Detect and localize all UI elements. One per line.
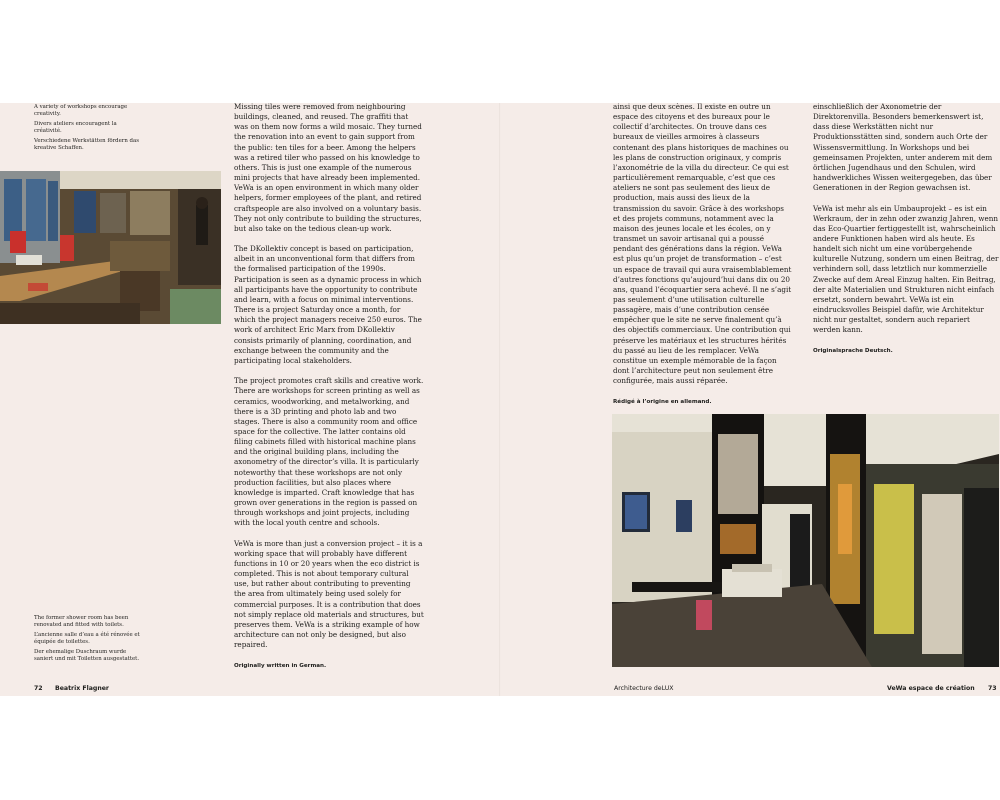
english-column [234, 102, 424, 681]
german-column [813, 102, 999, 366]
original-language-note: Rédigé à l’origine en allemand. [613, 398, 712, 405]
workshop-photo [0, 171, 221, 324]
page-number-left: 72 [34, 685, 43, 692]
caption-de: Verschiedene Werkstätten fördern das kreative Schaffen. [34, 138, 139, 151]
shower-room-photo [612, 414, 999, 667]
caption-en: The former shower room has been renovated and fitted with toilets. [34, 615, 129, 628]
caption-fr: Divers ateliers encouragent la créativité. [34, 121, 117, 134]
page-number-right: 73 [988, 685, 997, 692]
french-column [613, 102, 793, 417]
caption-en: A variety of workshops encourage creativity. [34, 104, 128, 117]
series-title: Architecture deLUX [614, 685, 674, 692]
body-paragraph: VeWa ist mehr als ein Umbauprojekt – es ist ein Werkraum, der in zehn oder zwanzig Jahren, wenn das Eco-Quartier fertiggestellt ist, wahrscheinlich andere Funktionen haben wird als heute. Es handelt sich nicht um eine vorübergehende kulturelle Nutzung, sondern um einen Beitrag, der verhindern soll, dass letztlich nur kommerzielle Zwecke auf dem Areal Einzug halten. Ein Beitrag, der alte Materialien und Strukturen nicht einfach ersetzt, sondern bewahrt. VeWa ist ein eindrucksvolles Beispiel dafür, wie Architektur nicht nur gestaltet, sondern auch repariert werden kann. [813, 203, 999, 335]
body-paragraph: einschließlich der Axonometrie der Direktorenvilla. Besonders bemerkenswert ist, dass diese Werkstätten nicht nur Produktionsstätten sind, sondern auch Orte der Wissensvermittlung. In Workshops und bei gemeinsamen Projekten, unter anderem mit dem örtlichen Jugendhaus und den Schulen, wird handwerkliches Wissen weitergegeben, das über Generationen in der Region gewachsen ist. [813, 102, 993, 193]
caption-shower-room [34, 615, 146, 666]
original-language-note: Originalsprache Deutsch. [813, 347, 893, 354]
gutter [499, 103, 501, 696]
body-paragraph: The project promotes craft skills and creative work. There are workshops for screen printing as well as ceramics, woodworking, and metalworking, and there is a 3D printing and photo lab and two stages. There is also a community room and office space for the collective. The latter contains old filing cabinets filled with historical machine plans and the original building plans, including the axonometry of the director’s villa. It is particularly noteworthy that these workshops are not only production facilities, but also places where knowledge is imparted. Craft knowledge that has grown over generations in the region is passed on through workshops and joint projects, including with the local youth centre and schools. [234, 376, 424, 528]
author-name: Beatrix Flagner [55, 685, 109, 692]
body-paragraph: VeWa is more than just a conversion project – it is a working space that will probably have different functions in 10 or 20 years when the eco district is completed. This is not about temporary cultural use, but rather about contributing to preventing the area from ultimately being used solely for commercial purposes. It is a contribution that does not simply replace old materials and structures, but preserves them. VeWa is a striking example of how architecture can not only be designed, but also repaired. [234, 538, 424, 650]
body-paragraph: Missing tiles were removed from neighbouring buildings, cleaned, and reused. The graffiti that was on them now forms a wild mosaic. They turned the renovation into an event to gain support from the public: ten tiles for a beer. Among the helpers was a retired tiler who passed on his knowledge to others. This is just one example of the numerous mini projects that have already been implemented. VeWa is an open environment in which many older helpers, former employees of the plant, and retired craftspeople are also involved on a voluntary basis. They not only contribute to building the structures, but also take on the tedious clean-up work. [234, 102, 422, 233]
body-paragraph: The DKollektiv concept is based on participation, albeit in an unconventional form that differs from the formalised participation of the 1990s. Participation is seen as a dynamic process in which all participants have the opportunity to contribute and learn, with a focus on minimal interventions. There is a project Saturday once a month, for which the project managers receive 250 euros. The work of architect Eric Marx from DKollektiv consists primarily of planning, coordination, and exchange between the community and the participating local stakeholders. [234, 244, 422, 365]
original-language-note: Originally written in German. [234, 662, 327, 669]
section-title: VeWa espace de création [887, 685, 975, 692]
caption-fr: L’ancienne salle d’eau a été rénovée et équipée de toilettes. [34, 632, 140, 645]
caption-de: Der ehemalige Duschraum wurde saniert und mit Toiletten ausgestattet. [34, 649, 140, 662]
body-paragraph: ainsi que deux scènes. Il existe en outre un espace des citoyens et des bureaux pour le collectif d’architectes. On trouve dans ces bureaux de vieilles armoires à classeurs contenant des plans historiques de machines ou les plans de construction originaux, y compris l’axonométrie de la villa du directeur. Ce qui est particulièrement remarquable, c’est que ces ateliers ne sont pas seulement des lieux de production, mais aussi des lieux de la transmission du savoir. Grâce à des workshops et des projets communs, notamment avec la maison des jeunes locale et les écoles, on y transmet un savoir artisanal qui a poussé pendant des générations dans la région. VeWa est plus qu’un projet de transformation – c’est un espace de travail qui aura vraisemblablement d’autres fonctions qu’aujourd’hui dans dix ou 20 ans, quand l’écoquartier sera achevé. Il ne s’agit pas seulement d’une utilisation culturelle passagère, mais d’une contribution censée empêcher que le site ne serve finalement qu’à des objectifs commerciaux. Une contribution qui préserve les matériaux et les structures hérités du passé au lieu de les remplacer. VeWa constitue un exemple mémorable de la façon dont l’architecture peut non seulement être configurée, mais aussi réparée. [613, 102, 792, 386]
caption-workshops [34, 104, 146, 155]
